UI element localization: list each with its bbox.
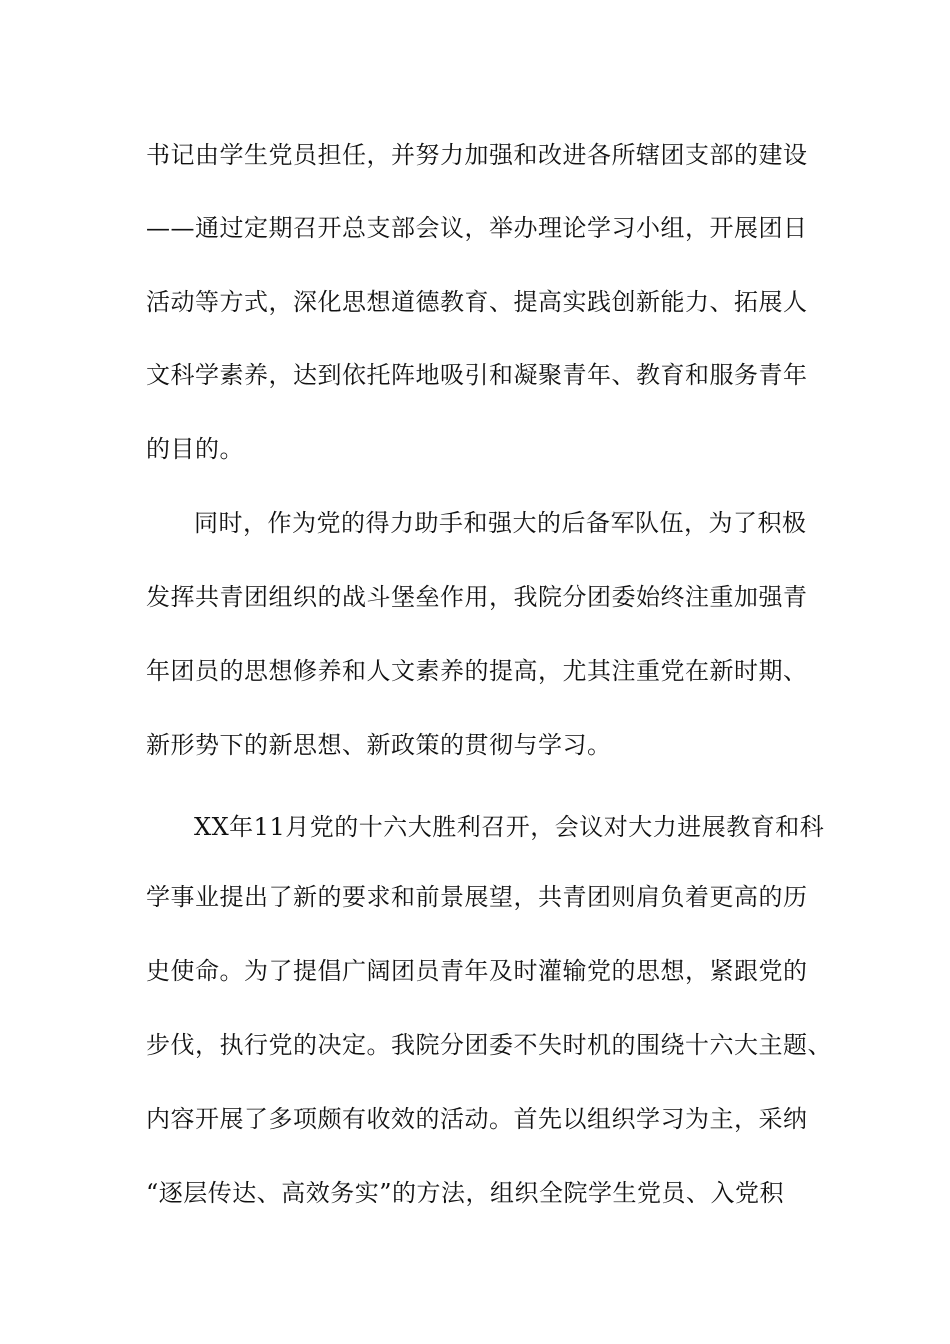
text-line: 的目的。 <box>146 435 244 463</box>
text-line: 内容开展了多项颇有收效的活动。首先以组织学习为主，采纳 <box>146 1105 808 1133</box>
text-line: 史使命。为了提倡广阔团员青年及时灌输党的思想，紧跟党的 <box>146 957 808 985</box>
paragraph-first-line: XX年11月党的十六大胜利召开，会议对大力进展教育和科 <box>194 813 825 841</box>
text-line: 年团员的思想修养和人文素养的提高，尤其注重党在新时期、 <box>146 657 808 685</box>
text-line: 学事业提出了新的要求和前景展望，共青团则肩负着更高的历 <box>146 883 808 911</box>
text-line: ——通过定期召开总支部会议，举办理论学习小组，开展团日 <box>146 214 808 242</box>
text-line: 新形势下的新思想、新政策的贯彻与学习。 <box>146 731 612 759</box>
text-line: 文科学素养，达到依托阵地吸引和凝聚青年、教育和服务青年 <box>146 361 808 389</box>
text-line: “逐层传达、高效务实”的方法，组织全院学生党员、入党积 <box>146 1179 785 1207</box>
text-line: 书记由学生党员担任，并努力加强和改进各所辖团支部的建设 <box>146 141 808 169</box>
text-line: 活动等方式，深化思想道德教育、提高实践创新能力、拓展人 <box>146 288 808 316</box>
text-line: 发挥共青团组织的战斗堡垒作用，我院分团委始终注重加强青 <box>146 583 808 611</box>
paragraph-first-line: 同时，作为党的得力助手和强大的后备军队伍，为了积极 <box>194 509 807 537</box>
text-line: 步伐，执行党的决定。我院分团委不失时机的围绕十六大主题、 <box>146 1031 832 1059</box>
